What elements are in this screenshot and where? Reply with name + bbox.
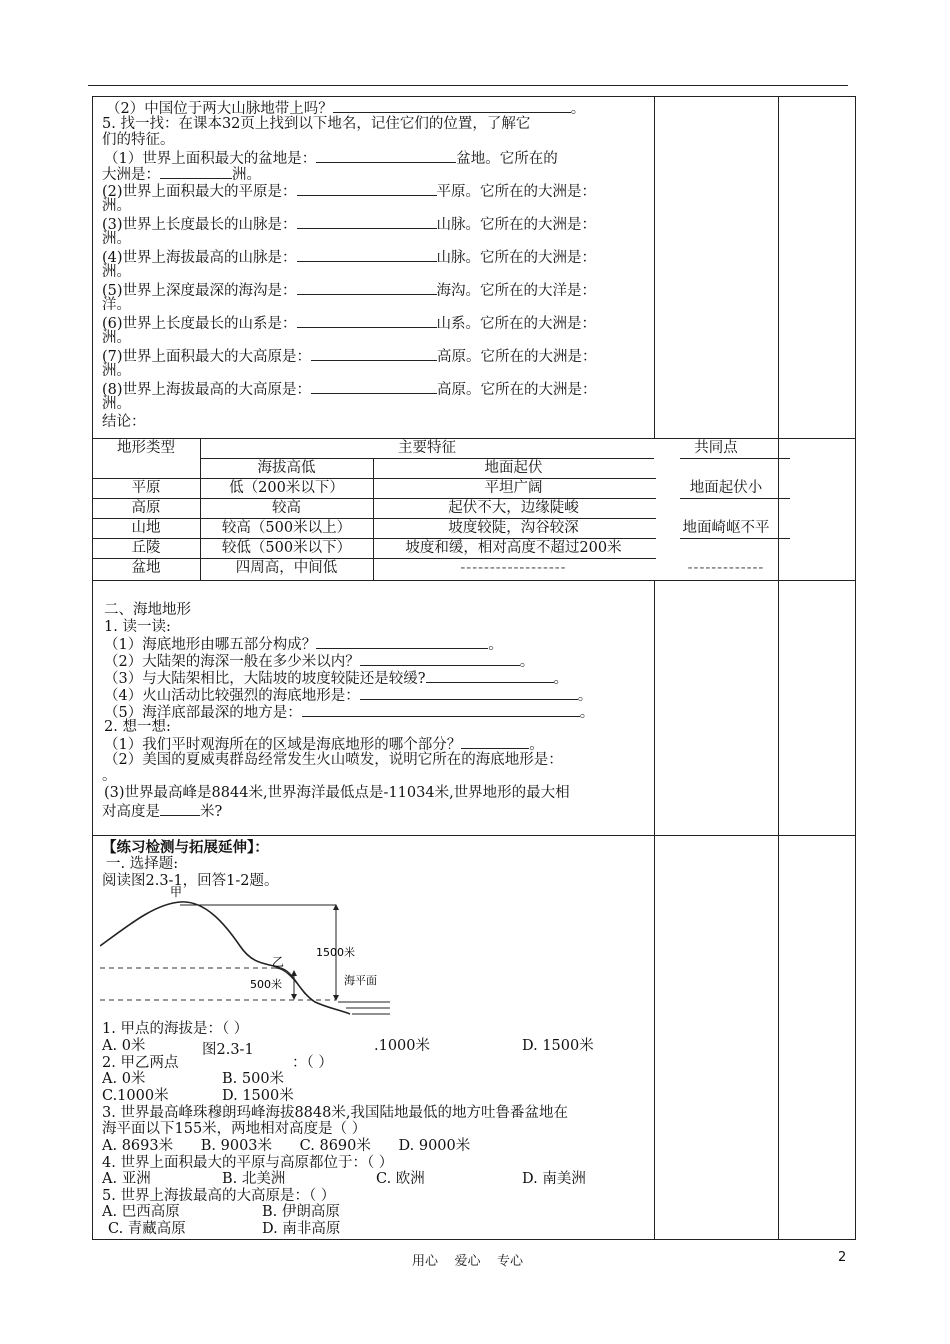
find-task-title: 5. 找一找：在课本32页上找到以下地名，记住它们的位置，了解它 bbox=[102, 116, 531, 132]
choice-2-option-d: D. 1500米 bbox=[222, 1088, 294, 1104]
table-cell-type: 盆地 bbox=[131, 560, 161, 576]
read-question-2: （2）大陆架的海深一般在多少米以内？ 。 bbox=[104, 654, 535, 670]
think-question-2-cont: 。 bbox=[102, 768, 117, 784]
point-jia-label: 甲 bbox=[170, 885, 183, 899]
choice-4-option-c: C. 欧洲 bbox=[376, 1171, 425, 1187]
find-item-7-cont: 洲。 bbox=[102, 363, 131, 379]
table-divider bbox=[680, 498, 790, 499]
table-cell-relief: 平坦广阔 bbox=[484, 480, 543, 496]
read-question-5: （5）海洋底部最深的地方是： 。 bbox=[104, 705, 595, 721]
choice-4-option-a: A. 亚洲 bbox=[102, 1171, 151, 1187]
page-number: 2 bbox=[838, 1250, 847, 1265]
exercise-subtitle: 一. 选择题: bbox=[106, 856, 179, 872]
find-item-2-cont: 洲。 bbox=[102, 198, 131, 214]
find-item-4-cont: 洲。 bbox=[102, 264, 131, 280]
choice-4-option-b: B. 北美洲 bbox=[222, 1171, 286, 1187]
choice-2-option-c: C.1000米 bbox=[102, 1088, 169, 1104]
table-cell-relief: ------------------ bbox=[460, 560, 567, 576]
choice-question-1: 1. 甲点的海拔是：（ ） bbox=[102, 1021, 249, 1037]
table-header-type: 地形类型 bbox=[117, 440, 175, 456]
choice-question-2: 2. 甲乙两点 bbox=[102, 1055, 179, 1071]
table-cell-altitude: 四周高，中间低 bbox=[235, 560, 338, 576]
read-label: 1. 读一读: bbox=[104, 619, 171, 635]
terrain-profile-figure bbox=[100, 884, 400, 1026]
table-cell-altitude: 较低（500米以下） bbox=[221, 540, 352, 556]
find-item-3: (3)世界上长度最长的山脉是： 山脉。它所在的大洲是： bbox=[102, 217, 597, 233]
find-item-3-cont: 洲。 bbox=[102, 231, 131, 247]
figure-caption: 图2.3-1 bbox=[202, 1042, 254, 1058]
find-item-4: (4)世界上海拔最高的山脉是： 山脉。它所在的大洲是： bbox=[102, 250, 597, 266]
table-divider bbox=[680, 538, 790, 539]
conclusion-label: 结论： bbox=[102, 414, 146, 430]
table-cell-common: 地面起伏小 bbox=[689, 480, 763, 496]
find-item-8-cont: 洲。 bbox=[102, 396, 131, 412]
column-divider bbox=[778, 96, 779, 1240]
choice-5-option-a: A. 巴西高原 bbox=[102, 1204, 180, 1220]
table-cell-altitude: 较高（500米以上） bbox=[221, 520, 352, 536]
find-item-5: (5)世界上深度最深的海沟是： 海沟。它所在的大洋是： bbox=[102, 283, 597, 299]
table-cell-type: 平原 bbox=[131, 480, 161, 496]
table-header-common: 共同点 bbox=[694, 440, 738, 456]
column-divider bbox=[654, 96, 655, 438]
find-item-8: (8)世界上海拔最高的大高原是： 高原。它所在的大洲是： bbox=[102, 382, 597, 398]
exercise-title: 【练习检测与拓展延伸】： bbox=[102, 839, 269, 856]
table-divider bbox=[680, 458, 790, 459]
table-cell-type: 丘陵 bbox=[131, 540, 161, 556]
point-yi-label: 乙 bbox=[272, 955, 285, 969]
choice-question-4: 4. 世界上面积最大的平原与高原都位于：（ ） bbox=[102, 1155, 394, 1171]
choice-question-3-cont: 海平面以下155米，两地相对高度是（ ） bbox=[102, 1121, 367, 1137]
choice-question-5: 5. 世界上海拔最高的大高原是：（ ） bbox=[102, 1188, 336, 1204]
row-divider bbox=[92, 835, 856, 836]
think-question-3-cont: 对高度是 米? bbox=[102, 804, 223, 820]
column-divider bbox=[654, 580, 655, 1240]
think-question-3: (3)世界最高峰是8844米,世界海洋最低点是-11034米,世界地形的最大相 bbox=[104, 785, 570, 801]
find-item-1-cont: 大洲是： 洲。 bbox=[102, 167, 261, 183]
choice-5-option-d: D. 南非高原 bbox=[262, 1221, 341, 1237]
choice-question-3: 3. 世界最高峰珠穆朗玛峰海拔8848米,我国陆地最低的地方吐鲁番盆地在 bbox=[102, 1105, 568, 1121]
footer-motto: 用心 爱心 专心 bbox=[412, 1254, 524, 1269]
choice-1-option-a: A. 0米 bbox=[102, 1038, 146, 1054]
find-item-1: （1）世界上面积最大的盆地是： 盆地。它所在的 bbox=[104, 151, 558, 167]
choice-1-option-d: D. 1500米 bbox=[522, 1038, 594, 1054]
table-cell-relief: 起伏不大，边缘陡峻 bbox=[448, 500, 579, 516]
read-question-3: （3）与大陆架相比，大陆坡的坡度较陡还是较缓? 。 bbox=[104, 671, 568, 687]
choice-2-option-a: A. 0米 bbox=[102, 1071, 146, 1087]
row-divider bbox=[92, 580, 856, 581]
table-cell-altitude: 较高 bbox=[272, 500, 301, 516]
height-500-label: 500米 bbox=[250, 978, 282, 991]
think-question-2: （2）美国的夏威夷群岛经常发生火山喷发，说明它所在的海底地形是： bbox=[104, 752, 563, 768]
sea-level-label: 海平面 bbox=[344, 974, 377, 987]
question-2: （2）中国位于两大山脉地带上吗？ 。 bbox=[106, 101, 586, 117]
read-question-4: （4）火山活动比较强烈的海底地形是： 。 bbox=[104, 688, 593, 704]
table-header-altitude: 海拔高低 bbox=[257, 460, 316, 476]
find-task-title-cont: 们的特征。 bbox=[102, 132, 175, 148]
choice-3-options: A. 8693米 B. 9003米 C. 8690米 D. 9000米 bbox=[102, 1138, 471, 1154]
table-cell-type: 山地 bbox=[131, 520, 161, 536]
section-title: 二、海地地形 bbox=[104, 602, 191, 618]
choice-4-option-d: D. 南美洲 bbox=[522, 1171, 586, 1187]
exercise-instruction: 阅读图2.3-1，回答1-2题。 bbox=[102, 873, 279, 889]
choice-1-option-c: .1000米 bbox=[374, 1038, 431, 1054]
table-cell-relief: 坡度较陡，沟谷较深 bbox=[448, 520, 579, 536]
table-cell-common: ------------- bbox=[687, 560, 765, 576]
table-cell-type: 高原 bbox=[131, 500, 161, 516]
table-header-main: 主要特征 bbox=[398, 440, 456, 456]
table-cell-relief: 坡度和缓，相对高度不超过200米 bbox=[405, 540, 622, 556]
header-rule bbox=[88, 85, 848, 86]
table-cell-common: 地面崎岖不平 bbox=[682, 520, 770, 536]
find-item-5-cont: 洋。 bbox=[102, 297, 131, 313]
table-cell-altitude: 低（200米以下） bbox=[229, 480, 344, 496]
choice-5-option-c: C. 青藏高原 bbox=[108, 1221, 186, 1237]
find-item-6-cont: 洲。 bbox=[102, 330, 131, 346]
choice-question-2-paren: ：（ ） bbox=[292, 1055, 333, 1071]
table-header-relief: 地面起伏 bbox=[484, 460, 543, 476]
find-item-2: (2)世界上面积最大的平原是： 平原。它所在的大洲是： bbox=[102, 184, 597, 200]
think-question-1: （1）我们平时观海所在的区域是海底地形的哪个部分？ 。 bbox=[104, 737, 544, 753]
height-1500-label: 1500米 bbox=[316, 946, 355, 959]
find-item-7: (7)世界上面积最大的大高原是： 高原。它所在的大洲是： bbox=[102, 349, 597, 365]
think-label: 2. 想一想: bbox=[104, 719, 171, 735]
read-question-1: （1）海底地形由哪五部分构成？ 。 bbox=[104, 637, 503, 653]
find-item-6: (6)世界上长度最长的山系是： 山系。它所在的大洲是： bbox=[102, 316, 597, 332]
choice-5-option-b: B. 伊朗高原 bbox=[262, 1204, 340, 1220]
choice-2-option-b: B. 500米 bbox=[222, 1071, 285, 1087]
